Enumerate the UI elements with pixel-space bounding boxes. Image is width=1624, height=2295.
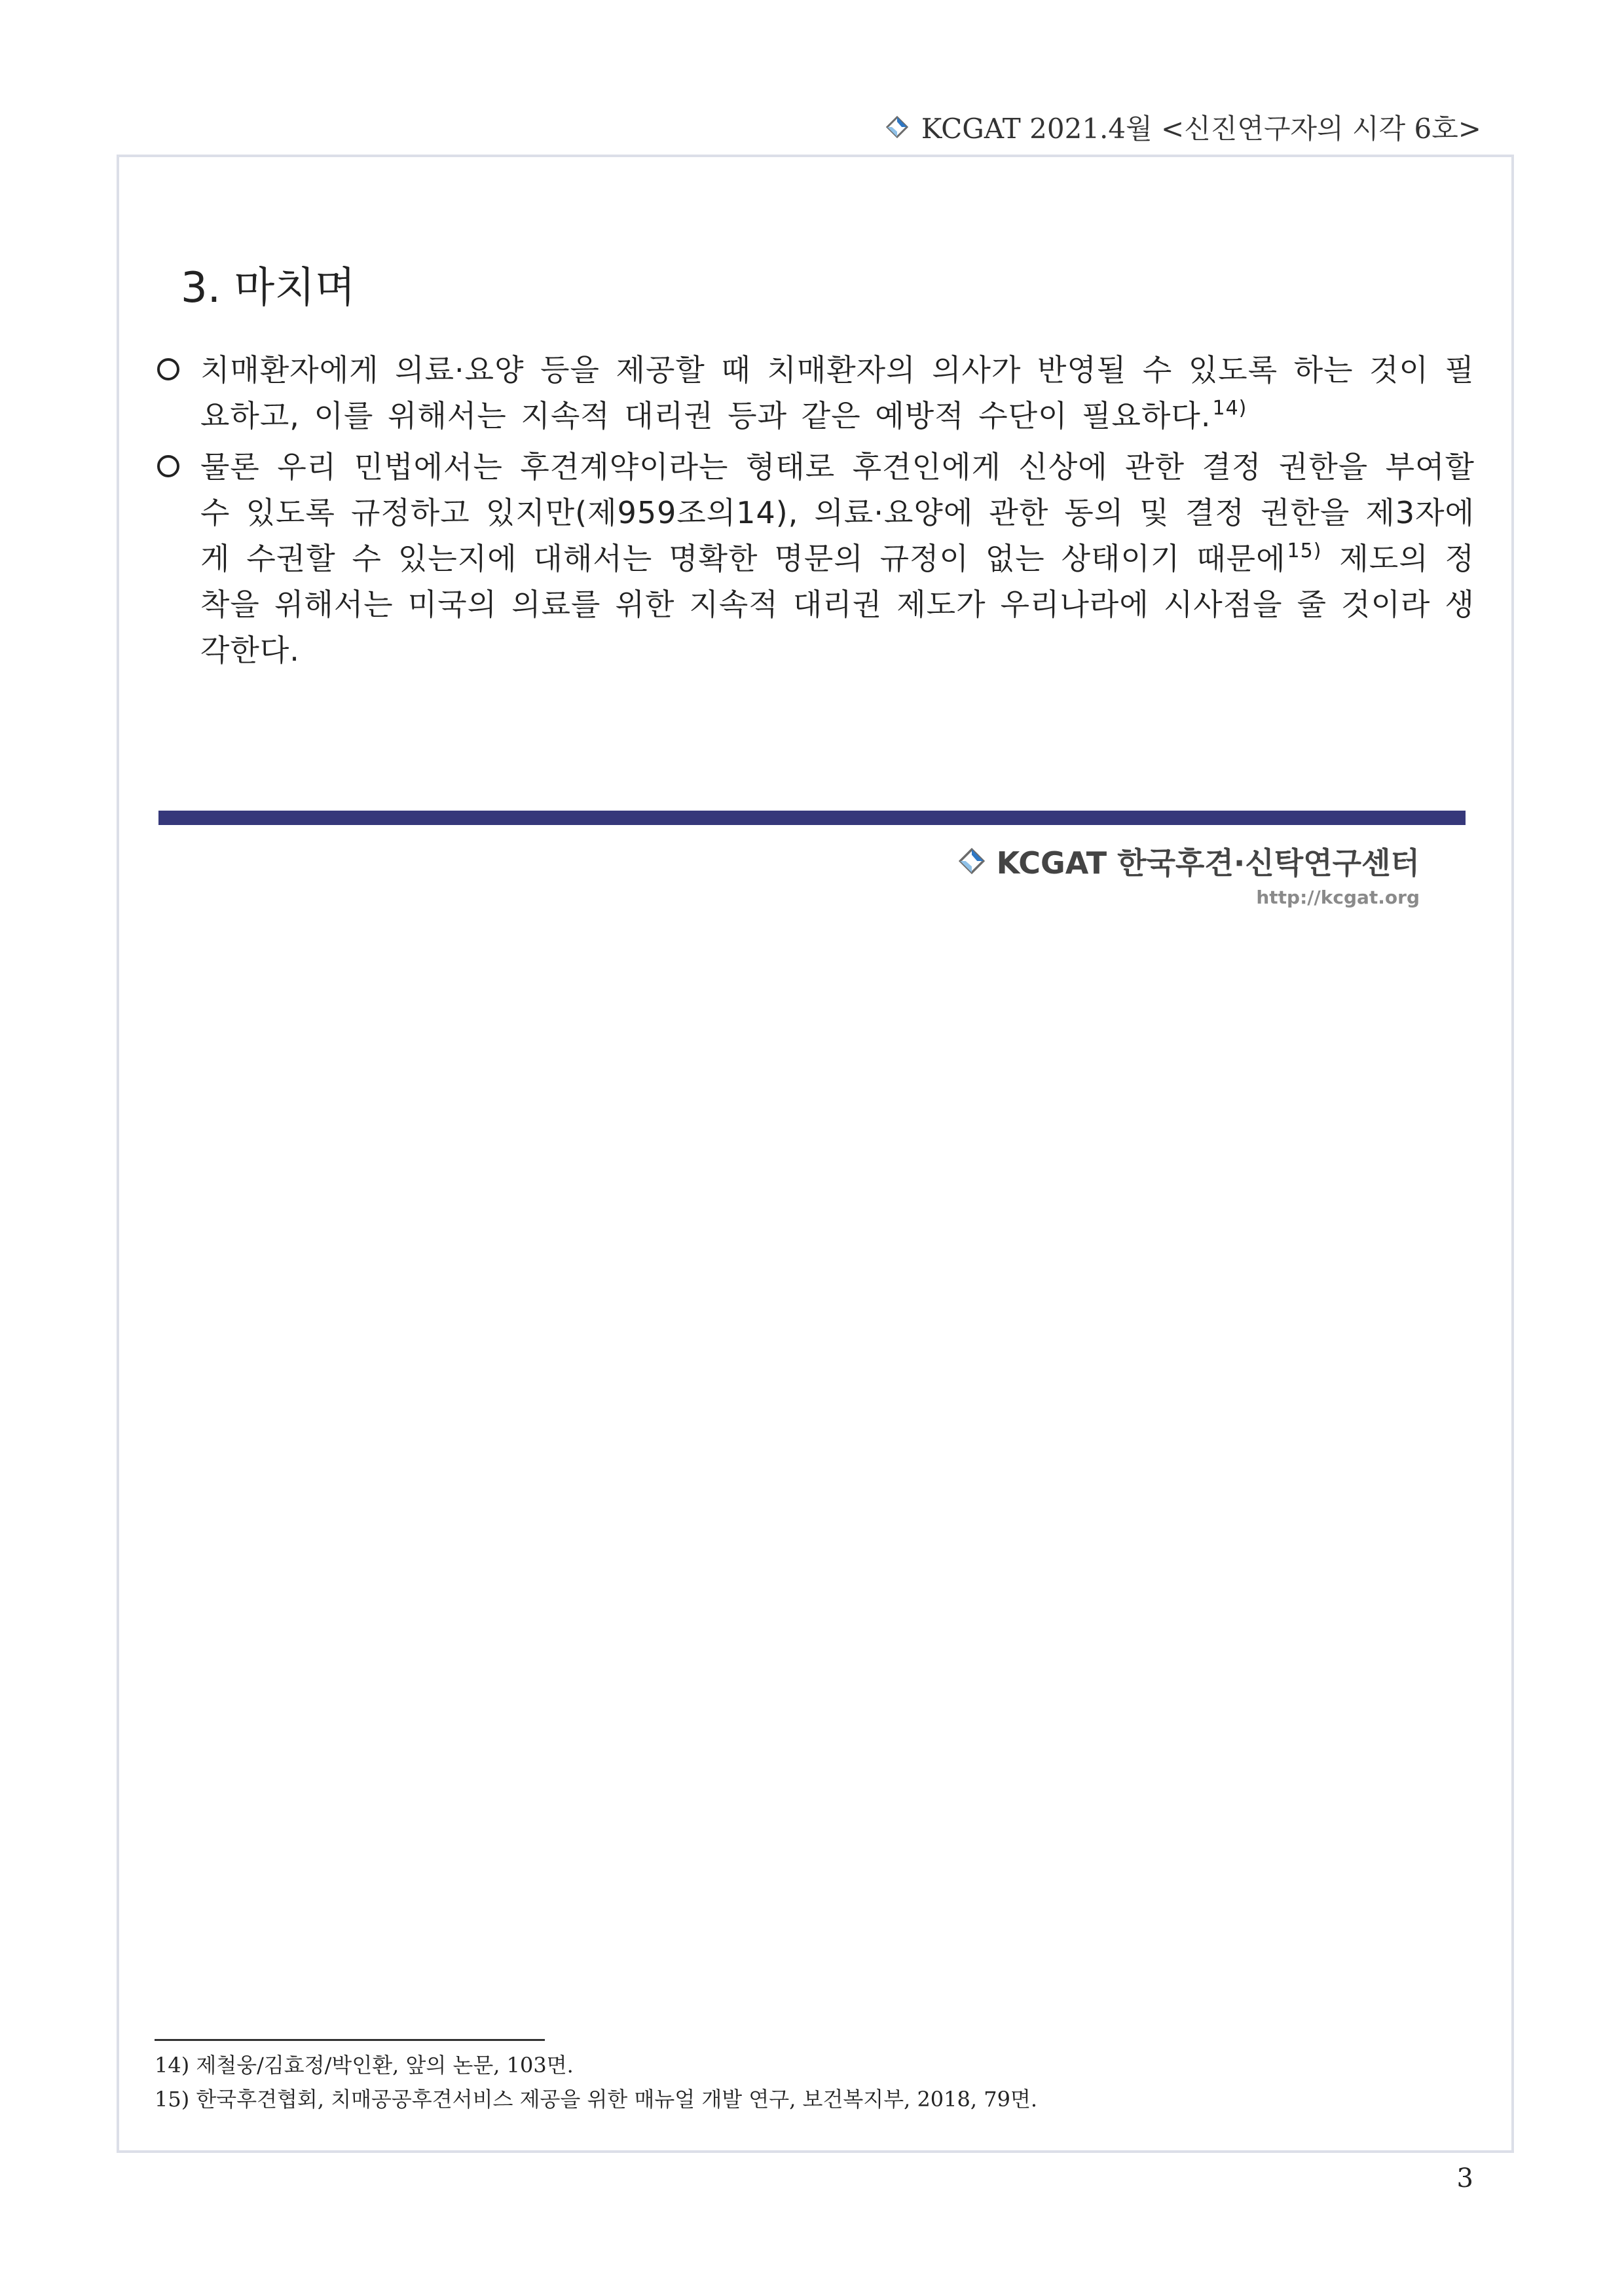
footer-brand [959,839,1420,883]
footnote-item [155,2082,1464,2116]
footnote-ref[interactable]: 15) [1287,540,1322,562]
header-title: KCGAT 2021.4월 <신진연구자의 시각 6호> [921,113,1481,145]
page-header [886,107,1481,147]
bullet-text: 제도의 정착을 위해서는 미국의 의료를 위한 지속적 대리권 제도가 우리나라에 시사점을 줄 것이라 생각한다. [200,541,1475,668]
page-number: 3 [1456,2163,1473,2194]
hollow-circle-bullet-icon [157,455,179,477]
bullet-paragraph [200,347,1475,439]
bullet-item [155,347,1475,439]
hollow-circle-bullet-icon [157,358,179,380]
kcgat-logo-icon [959,848,985,874]
bullet-paragraph [200,444,1475,673]
footnote-ref[interactable]: 14) [1212,397,1247,420]
kcgat-logo-icon [886,116,908,138]
bullet-text: 치매환자에게 의료·요양 등을 제공할 때 치매환자의 의사가 반영될 수 있도록 하는 것이 필요하고, 이를 위해서는 지속적 대리권 등과 같은 예방적 수단이 필요하다. [200,352,1475,433]
footnote-item [155,2048,1464,2082]
bullet-list [155,347,1475,678]
footnote-number: 14) [155,2053,190,2078]
bullet-text: 물론 우리 민법에서는 후견계약이라는 형태로 후견인에게 신상에 관한 결정 권한을 부여할 수 있도록 규정하고 있지만(제959조의14), 의료·요양에 관한 동의 및 결정 권한을 제3자에게 수권할 수 있는지에 대해서는 명확한 명문의 규정이 없는 상태이기 때문에 [200,449,1475,576]
footer-url[interactable]: http://kcgat.org [1256,887,1420,908]
section-title: 3. 마치며 [181,264,356,312]
footnotes [155,2048,1464,2116]
section-divider [158,811,1466,825]
footnote-number: 15) [155,2087,190,2112]
footer-logo [959,839,1420,908]
footnote-text: 제철웅/김효정/박인환, 앞의 논문, 103면. [196,2053,574,2078]
bullet-item [155,444,1475,673]
footnote-text: 한국후견협회, 치매공공후견서비스 제공을 위한 매뉴얼 개발 연구, 보건복지부, 2018, 79면. [196,2087,1038,2112]
footnote-rule [155,2039,545,2041]
footer-brand-text: KCGAT 한국후견·신탁연구센터 [996,845,1420,881]
